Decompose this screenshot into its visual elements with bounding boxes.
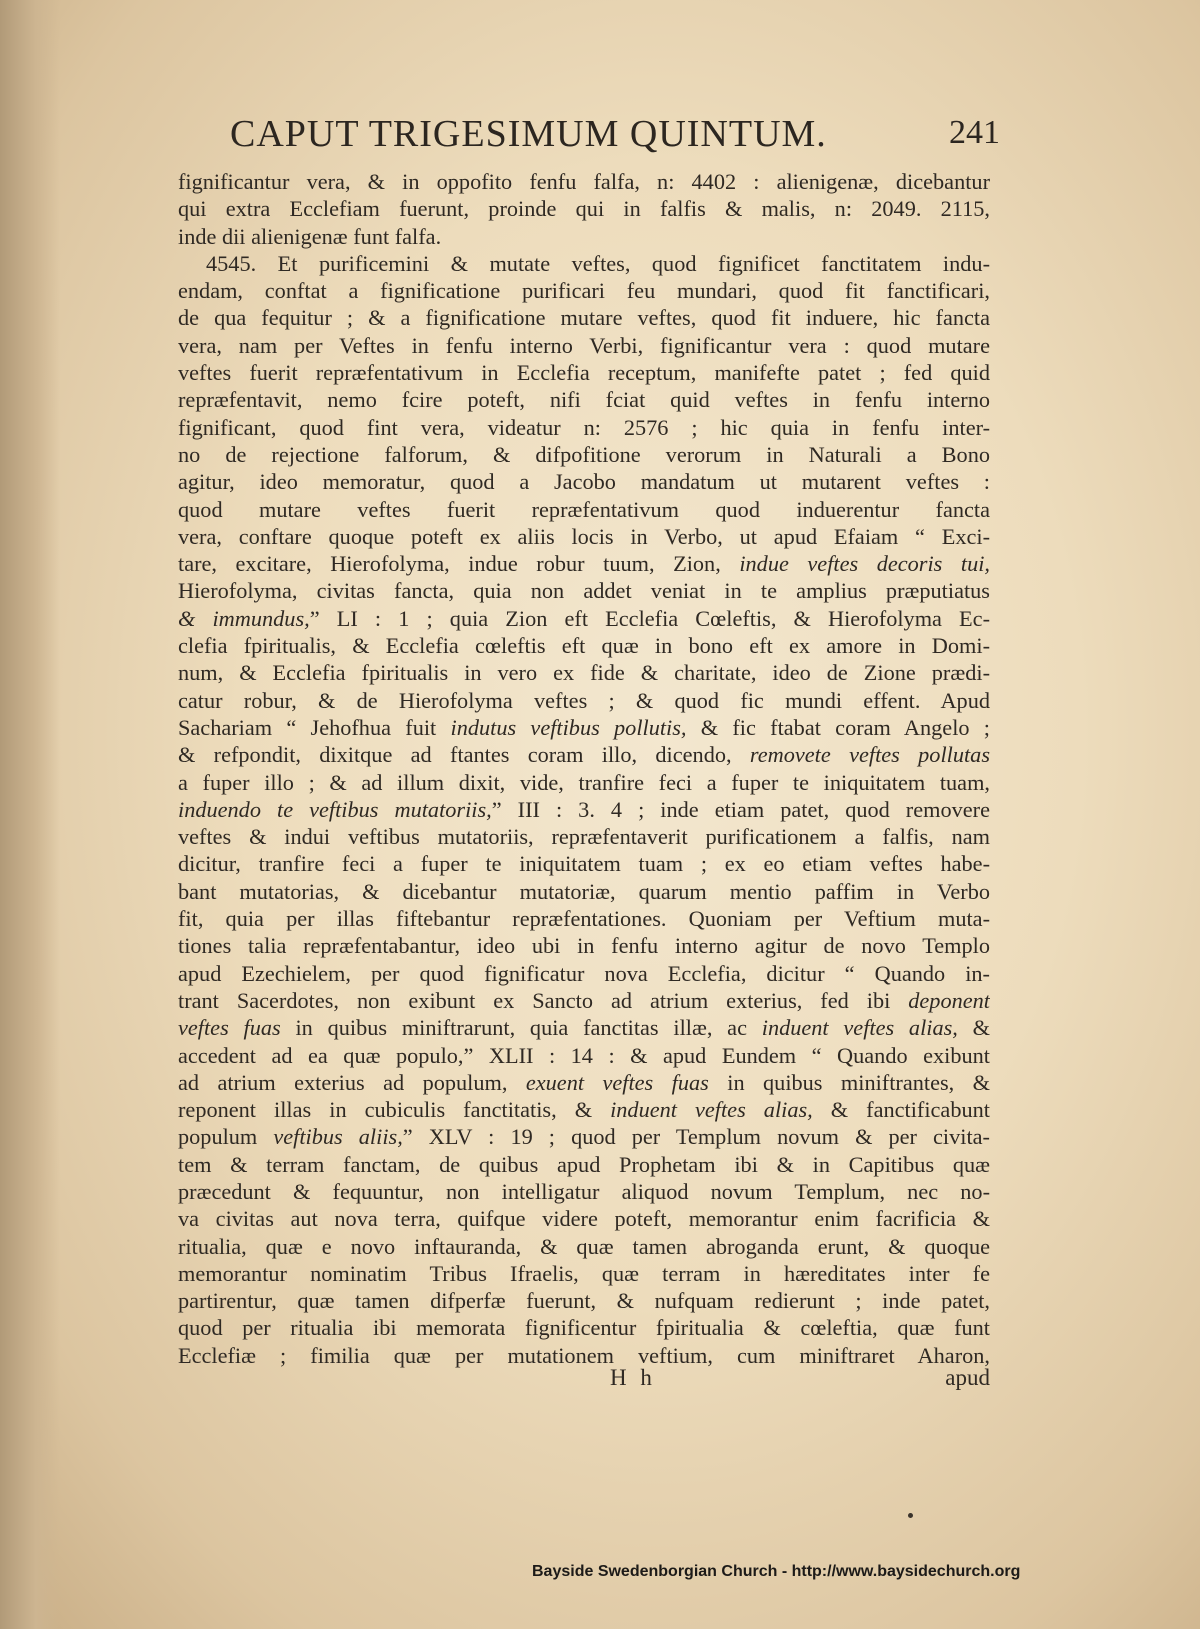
text-line bbox=[178, 1178, 990, 1205]
text-line bbox=[178, 1151, 990, 1178]
text-line bbox=[178, 932, 990, 959]
text-line bbox=[178, 386, 990, 413]
italic-quote: veftibus aliis, bbox=[273, 1124, 403, 1150]
text-run: quod mutare veftes fuerit repræfentativum quod induerentur fancta bbox=[178, 496, 990, 522]
text-line bbox=[178, 496, 990, 523]
text-line bbox=[178, 304, 990, 331]
italic-quote: indutus veftibus pollutis, bbox=[450, 714, 687, 740]
text-line bbox=[178, 850, 990, 877]
text-run: quod per ritualia ibi memorata fignificentur fpiritualia & cœleftia, quæ funt bbox=[178, 1315, 990, 1341]
text-line bbox=[178, 659, 990, 686]
text-run: veftes & indui veftibus mutatoriis, repræfentaverit purificationem a falfis, nam bbox=[178, 824, 990, 850]
text-run: agitur, ideo memoratur, quod a Jacobo mandatum ut mutarent veftes : bbox=[178, 469, 990, 495]
text-line bbox=[178, 277, 990, 304]
text-line bbox=[178, 905, 990, 932]
text-run: ” XLV : 19 ; quod per Templum novum & per civita- bbox=[402, 1124, 990, 1150]
text-line bbox=[178, 714, 990, 741]
text-line bbox=[178, 796, 990, 823]
text-run: & refpondit, dixitque ad ftantes coram illo, dicendo, bbox=[178, 742, 750, 768]
text-line bbox=[178, 1123, 990, 1150]
body-text bbox=[178, 168, 990, 1369]
page-number: 241 bbox=[949, 114, 1000, 151]
text-run: populum bbox=[178, 1124, 274, 1150]
text-run: inde dii alienigenæ funt falfa. bbox=[178, 223, 442, 249]
text-line bbox=[178, 1069, 990, 1096]
text-run: endam, conftat a fignificatione purificari feu mundari, quod fit fanctificari, bbox=[178, 278, 990, 304]
page-footer bbox=[178, 1365, 990, 1395]
text-run: ” III : 3. 4 ; inde etiam patet, quod removere bbox=[491, 796, 990, 822]
text-line bbox=[178, 523, 990, 550]
text-line bbox=[178, 687, 990, 714]
italic-quote: indue veftes decoris tui, bbox=[739, 551, 990, 577]
text-line bbox=[178, 332, 990, 359]
signature-mark: H h bbox=[610, 1365, 656, 1390]
text-run: a fuper illo ; & ad illum dixit, vide, tranfire feci a fuper te iniquitatem tuam, bbox=[178, 769, 990, 795]
text-run: & bbox=[957, 1015, 990, 1041]
ink-speck bbox=[908, 1513, 913, 1518]
text-run: vera, nam per Veftes in fenfu interno Verbi, fignificantur vera : quod mutare bbox=[178, 332, 990, 358]
text-line bbox=[178, 1260, 990, 1287]
text-run: catur robur, & de Hierofolyma veftes ; & quod fic mundi effent. Apud bbox=[178, 687, 990, 713]
catchword: apud bbox=[945, 1365, 990, 1390]
text-line bbox=[178, 878, 990, 905]
text-line bbox=[178, 1287, 990, 1314]
text-run: fignificantur vera, & in oppofito fenfu falfa, n: 4402 : alienigenæ, dicebantur bbox=[178, 169, 990, 194]
text-line bbox=[178, 741, 990, 768]
text-run: tiones talia repræfentabantur, ideo ubi in fenfu interno agitur de novo Templo bbox=[178, 933, 990, 959]
text-run: num, & Ecclefia fpiritualis in vero ex fide & charitate, ideo de Zione prædi- bbox=[178, 660, 990, 686]
page-header bbox=[230, 112, 1000, 162]
text-run: Ecclefiæ ; fimilia quæ per mutationem veftium, cum miniftraret Aharon, bbox=[178, 1342, 990, 1368]
text-run: no de rejectione falforum, & difpofitione verorum in Naturali a Bono bbox=[178, 441, 990, 467]
text-run: va civitas aut nova terra, quifque videre poteft, memorantur enim facrificia & bbox=[178, 1206, 990, 1232]
text-line bbox=[178, 605, 990, 632]
text-line bbox=[178, 823, 990, 850]
italic-quote: induent veftes alias, bbox=[610, 1097, 813, 1123]
text-run: apud Ezechielem, per quod fignificatur nova Ecclefia, dicitur “ Quando in- bbox=[178, 960, 990, 986]
page-gutter-shadow bbox=[0, 0, 60, 1629]
text-run: ritualia, quæ e novo inftauranda, & quæ tamen abroganda erunt, & quoque bbox=[178, 1233, 990, 1259]
text-line bbox=[178, 441, 990, 468]
italic-quote: induendo te veftibus mutatoriis, bbox=[178, 796, 492, 822]
text-run: & fanctificabunt bbox=[812, 1097, 990, 1123]
text-line bbox=[178, 1205, 990, 1232]
text-line bbox=[178, 414, 990, 441]
text-run: bant mutatorias, & dicebantur mutatoriæ, quarum mentio paffim in Verbo bbox=[178, 878, 990, 904]
text-run: tare, excitare, Hierofolyma, indue robur tuum, Zion, bbox=[178, 551, 740, 577]
italic-quote: induent veftes alias, bbox=[761, 1015, 958, 1041]
text-run: 4545. Et purificemini & mutate veftes, quod fignificet fanctitatem indu- bbox=[206, 250, 990, 276]
text-run: & fic ftabat coram Angelo ; bbox=[686, 714, 990, 740]
text-line bbox=[178, 168, 990, 195]
text-line bbox=[178, 195, 990, 222]
text-run: de qua fequitur ; & a fignificatione mutare veftes, quod fit induere, hic fancta bbox=[178, 305, 990, 331]
italic-quote: removete veftes pollutas bbox=[749, 742, 990, 768]
italic-quote: deponent bbox=[908, 987, 990, 1013]
text-line bbox=[178, 1042, 990, 1069]
italic-quote: & immundus, bbox=[178, 605, 310, 631]
text-run: trant Sacerdotes, non exibunt ex Sancto ad atrium exterius, fed ibi bbox=[178, 987, 909, 1013]
text-run: qui extra Ecclefiam fuerunt, proinde qui in falfis & malis, n: 2049. 2115, bbox=[178, 196, 990, 222]
text-run: fignificant, quod fint vera, videatur n: 2576 ; hic quia in fenfu inter- bbox=[178, 414, 990, 440]
text-run: clefia fpiritualis, & Ecclefia cœleftis eft quæ in bono eft ex amore in Domi- bbox=[178, 633, 990, 659]
text-run: fit, quia per illas fiftebantur repræfentationes. Quoniam per Veftium muta- bbox=[178, 906, 990, 932]
text-run: præcedunt & fequuntur, non intelligatur aliquod novum Templum, nec no- bbox=[178, 1178, 990, 1204]
text-line bbox=[178, 1233, 990, 1260]
text-line bbox=[178, 987, 990, 1014]
text-run: Sachariam “ Jehofhua fuit bbox=[178, 714, 451, 740]
text-run: reponent illas in cubiculis fanctitatis, & bbox=[178, 1097, 611, 1123]
italic-quote: exuent veftes fuas bbox=[525, 1069, 709, 1095]
text-line bbox=[178, 769, 990, 796]
text-line bbox=[178, 1314, 990, 1341]
text-run: accedent ad ea quæ populo,” XLII : 14 : & apud Eundem “ Quando exibunt bbox=[178, 1042, 990, 1068]
text-line bbox=[178, 359, 990, 386]
watermark-credit: Bayside Swedenborgian Church - http://www.baysidechurch.org bbox=[532, 1563, 1021, 1580]
text-run: partirentur, quæ tamen difperfæ fuerunt, & nufquam redierunt ; inde patet, bbox=[178, 1288, 990, 1314]
text-run: ad atrium exterius ad populum, bbox=[178, 1069, 526, 1095]
text-run: veftes fuerit repræfentativum in Ecclefia receptum, manifefte patet ; fed quid bbox=[178, 360, 990, 386]
running-title: CAPUT TRIGESIMUM QUINTUM. bbox=[230, 113, 827, 155]
text-line bbox=[178, 1096, 990, 1123]
text-run: repræfentavit, nemo fcire poteft, nifi fciat quid veftes in fenfu interno bbox=[178, 387, 990, 413]
text-run: Hierofolyma, civitas fancta, quia non addet veniat in te amplius præputiatus bbox=[178, 578, 990, 604]
text-run: dicitur, tranfire feci a fuper te iniquitatem tuam ; ex eo etiam veftes habe- bbox=[178, 851, 990, 877]
text-line bbox=[178, 468, 990, 495]
italic-quote: veftes fuas bbox=[178, 1015, 281, 1041]
text-line bbox=[178, 550, 990, 577]
text-line bbox=[178, 250, 990, 277]
text-run: tem & terram fanctam, de quibus apud Prophetam ibi & in Capitibus quæ bbox=[178, 1151, 990, 1177]
text-run: ” LI : 1 ; quia Zion eft Ecclefia Cœleftis, & Hierofolyma Ec- bbox=[309, 605, 990, 631]
text-run: vera, conftare quoque poteft ex aliis locis in Verbo, ut apud Efaiam “ Exci- bbox=[178, 523, 990, 549]
text-line bbox=[178, 577, 990, 604]
text-line bbox=[178, 1014, 990, 1041]
text-run: in quibus miniftrarunt, quia fanctitas illæ, ac bbox=[280, 1015, 762, 1041]
text-line bbox=[178, 960, 990, 987]
text-line bbox=[178, 223, 990, 250]
text-run: in quibus miniftrantes, & bbox=[708, 1069, 990, 1095]
text-line bbox=[178, 632, 990, 659]
text-run: memorantur nominatim Tribus Ifraelis, quæ terram in hæreditates inter fe bbox=[178, 1260, 990, 1286]
